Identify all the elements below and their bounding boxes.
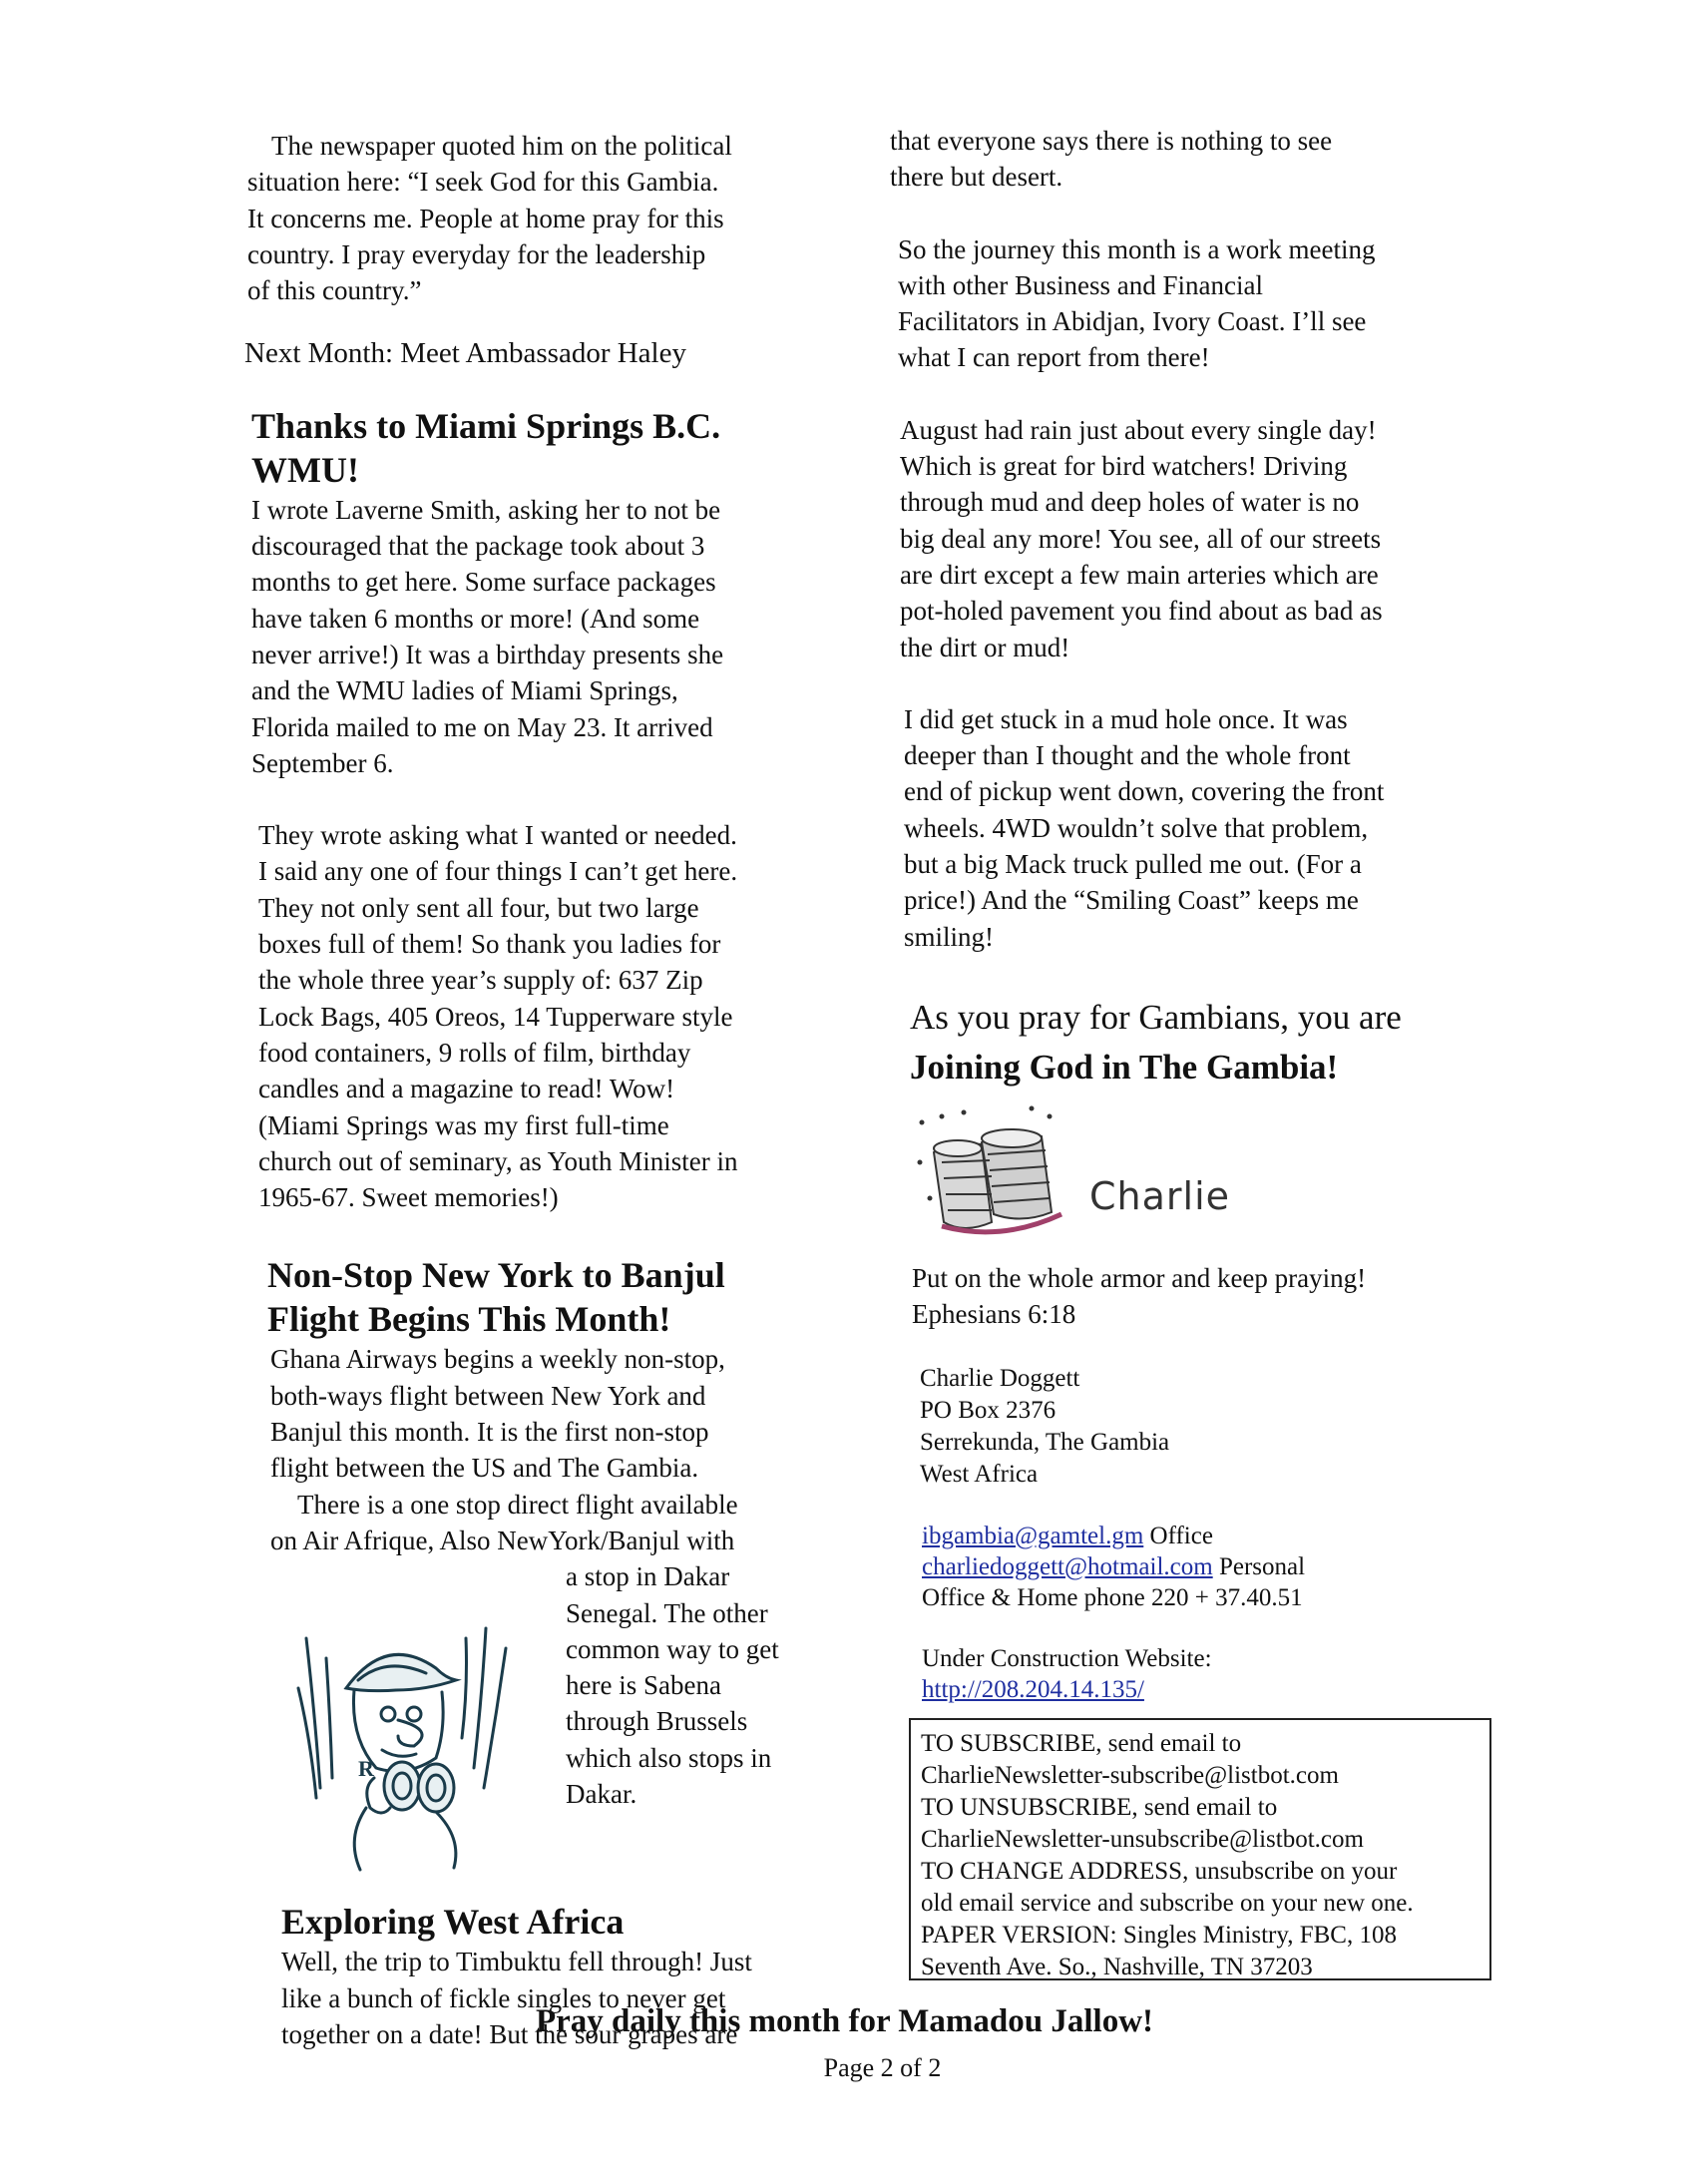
text-line: discouraged that the package took about 3 <box>251 531 705 562</box>
address-line: Charlie Doggett <box>920 1364 1080 1392</box>
text-line: church out of seminary, as Youth Minister in <box>258 1145 738 1176</box>
website-link[interactable]: http://208.204.14.135/ <box>922 1675 1144 1703</box>
phone-line: Office & Home phone 220 + 37.40.51 <box>922 1583 1303 1611</box>
text-line: price!) And the “Smiling Coast” keeps me <box>904 885 1359 916</box>
text-line: Lock Bags, 405 Oreos, 14 Tupperware style <box>258 1001 733 1032</box>
text-line: the dirt or mud! <box>900 632 1070 662</box>
website-label: Under Construction Website: <box>922 1644 1212 1672</box>
office-email-label: Office <box>1149 1522 1213 1549</box>
subscribe-line: PAPER VERSION: Singles Ministry, FBC, 108 <box>921 1922 1397 1949</box>
text-line: wheels. 4WD wouldn’t solve that problem, <box>904 812 1369 843</box>
text-line: Facilitators in Abidjan, Ivory Coast. I’ll see <box>898 306 1367 337</box>
mailing-address <box>920 1363 1488 1491</box>
subscribe-line: old email service and subscribe on your new one. <box>921 1890 1414 1917</box>
address-line: Serrekunda, The Gambia <box>920 1428 1170 1456</box>
footer-pray <box>0 2003 1689 2040</box>
prayer-callout <box>910 993 1488 1092</box>
text-line: end of pickup went down, covering the front <box>904 776 1385 807</box>
birdwatcher-illustration <box>286 1618 526 1878</box>
text-line: which also stops in <box>566 1742 772 1773</box>
prayer-line: As you pray for Gambians, you are <box>910 997 1402 1037</box>
next-month-line: Next Month: Meet Ambassador Haley <box>244 337 686 370</box>
subscribe-line: CharlieNewsletter-subscribe@listbot.com <box>921 1762 1339 1789</box>
text-line: pot-holed pavement you find about as bad as <box>900 596 1383 627</box>
text-line: food containers, 9 rolls of film, birthday <box>258 1037 691 1068</box>
text-line: on Air Afrique, Also NewYork/Banjul with <box>270 1525 735 1555</box>
text-line: country. I pray everyday for the leadership <box>247 238 706 269</box>
subscribe-line: Seventh Ave. So., Nashville, TN 37203 <box>921 1954 1313 1980</box>
text-line: together on a date! But the sour grapes are <box>281 2018 738 2049</box>
office-email-link[interactable]: ibgambia@gamtel.gm <box>922 1522 1144 1549</box>
text-line: both-ways flight between New York and <box>270 1380 706 1411</box>
flight-paragraph-1 <box>270 1341 863 1486</box>
text-line: Dakar. <box>566 1778 637 1809</box>
page-number: Page 2 of 2 <box>823 2053 942 2082</box>
thanks-paragraph-2 <box>258 817 863 1215</box>
august-paragraph <box>900 412 1488 665</box>
signature-block <box>890 1092 1488 1260</box>
text-line: There is a one stop direct flight available <box>297 1489 738 1520</box>
text-line: Florida mailed to me on May 23. It arrived <box>251 711 713 742</box>
text-line: through mud and deep holes of water is no <box>900 487 1360 518</box>
text-line: and the WMU ladies of Miami Springs, <box>251 675 678 706</box>
address-line: PO Box 2376 <box>920 1396 1056 1424</box>
text-line: the whole three year’s supply of: 637 Zip <box>258 965 703 996</box>
text-line: there but desert. <box>890 162 1063 193</box>
prayer-emphasis: Joining God in The Gambia! <box>910 1047 1339 1087</box>
text-line: a stop in Dakar <box>566 1561 730 1592</box>
text-line: never arrive!) It was a birthday presents she <box>251 639 724 669</box>
subscribe-line: TO CHANGE ADDRESS, unsubscribe on your <box>921 1858 1398 1885</box>
text-line: of this country.” <box>247 275 422 306</box>
text-line: flight between the US and The Gambia. <box>270 1453 699 1484</box>
text-line: Ephesians 6:18 <box>912 1299 1076 1330</box>
subscribe-line: TO SUBSCRIBE, send email to <box>921 1730 1242 1757</box>
flight-paragraph-2-wrap <box>566 1558 779 1812</box>
text-line: months to get here. Some surface packages <box>251 567 716 598</box>
text-line: It concerns me. People at home pray for this <box>247 203 724 233</box>
text-line: Which is great for bird watchers! Driving <box>900 451 1348 482</box>
text-line: but a big Mack truck pulled me out. (For a <box>904 849 1362 880</box>
continued-paragraph <box>890 123 1488 196</box>
armor-paragraph <box>912 1260 1488 1333</box>
section-title-thanks-cont: WMU! <box>251 449 359 490</box>
personal-email-label: Personal <box>1218 1552 1306 1580</box>
address-line: West Africa <box>920 1460 1039 1488</box>
text-line: I did get stuck in a mud hole once. It was <box>904 703 1348 734</box>
text-line: deeper than I thought and the whole front <box>904 740 1351 771</box>
subscribe-box <box>909 1718 1491 1980</box>
text-line: have taken 6 months or more! (And some <box>251 603 700 634</box>
right-column <box>890 123 1488 1705</box>
text-line: I wrote Laverne Smith, asking her to not be <box>251 494 721 525</box>
stuck-paragraph <box>904 701 1488 955</box>
text-line: like a bunch of fickle singles to never get <box>281 1982 726 2013</box>
text-line: I said any one of four things I can’t get here. <box>258 856 738 887</box>
office-email-line <box>922 1521 1488 1551</box>
section-title-flight-cont: Flight Begins This Month! <box>267 1299 671 1340</box>
text-line: with other Business and Financial <box>898 269 1263 300</box>
text-line: candles and a magazine to read! Wow! <box>258 1074 675 1104</box>
text-line: are dirt except a few main arteries which are <box>900 559 1379 590</box>
text-line: common way to get <box>566 1633 779 1664</box>
prayer-line-bold <box>910 1043 1488 1092</box>
text-line: situation here: “I seek God for this Gambia. <box>247 167 719 198</box>
text-line: that everyone says there is nothing to see <box>890 126 1333 156</box>
text-line: The newspaper quoted him on the political <box>271 131 732 161</box>
section-title-flight: Non-Stop New York to Banjul <box>267 1255 725 1296</box>
text-line: They not only sent all four, but two large <box>258 892 699 923</box>
text-line: (Miami Springs was my first full-time <box>258 1109 669 1140</box>
text-line: here is Sabena <box>566 1670 721 1701</box>
personal-email-line <box>922 1551 1488 1582</box>
subscribe-line: TO UNSUBSCRIBE, send email to <box>921 1794 1278 1821</box>
pray-daily: Pray daily this month for Mamadou Jallow! <box>535 2003 1154 2039</box>
signature: Charlie <box>1089 1173 1231 1218</box>
text-line: boxes full of them! So thank you ladies for <box>258 929 721 960</box>
text-line: big deal any more! You see, all of our streets <box>900 523 1382 554</box>
left-column <box>244 128 863 2052</box>
thanks-paragraph-1 <box>251 492 863 781</box>
text-line: smiling! <box>904 921 995 952</box>
text-line: So the journey this month is a work meeting <box>898 233 1376 264</box>
personal-email-link[interactable]: charliedoggett@hotmail.com <box>922 1552 1213 1580</box>
section-title-explore: Exploring West Africa <box>281 1902 625 1943</box>
text-line: Put on the whole armor and keep praying! <box>912 1262 1367 1293</box>
text-line: September 6. <box>251 747 394 778</box>
text-line: Well, the trip to Timbuktu fell through! Just <box>281 1947 752 1977</box>
text-line: Ghana Airways begins a weekly non-stop, <box>270 1344 725 1375</box>
svg-text:R: R <box>358 1756 374 1782</box>
text-line: what I can report from there! <box>898 342 1210 373</box>
section-title-thanks: Thanks to Miami Springs B.C. <box>251 405 721 446</box>
text-line: They wrote asking what I wanted or needed. <box>258 820 737 851</box>
contact-info <box>922 1521 1488 1705</box>
journey-paragraph <box>898 231 1488 376</box>
subscribe-line: CharlieNewsletter-unsubscribe@listbot.com <box>921 1826 1364 1853</box>
text-line: 1965-67. Sweet memories!) <box>258 1182 559 1213</box>
intro-paragraph <box>244 128 863 164</box>
drums-illustration <box>912 1102 1081 1252</box>
text-line: through Brussels <box>566 1706 748 1737</box>
text-line: Senegal. The other <box>566 1597 768 1628</box>
text-line: August had rain just about every single day! <box>900 414 1377 445</box>
intro-paragraph-body <box>244 164 863 308</box>
flight-paragraph-2 <box>270 1487 863 1559</box>
footer-page <box>38 2053 1689 2083</box>
text-line: Banjul this month. It is the first non-stop <box>270 1417 709 1448</box>
